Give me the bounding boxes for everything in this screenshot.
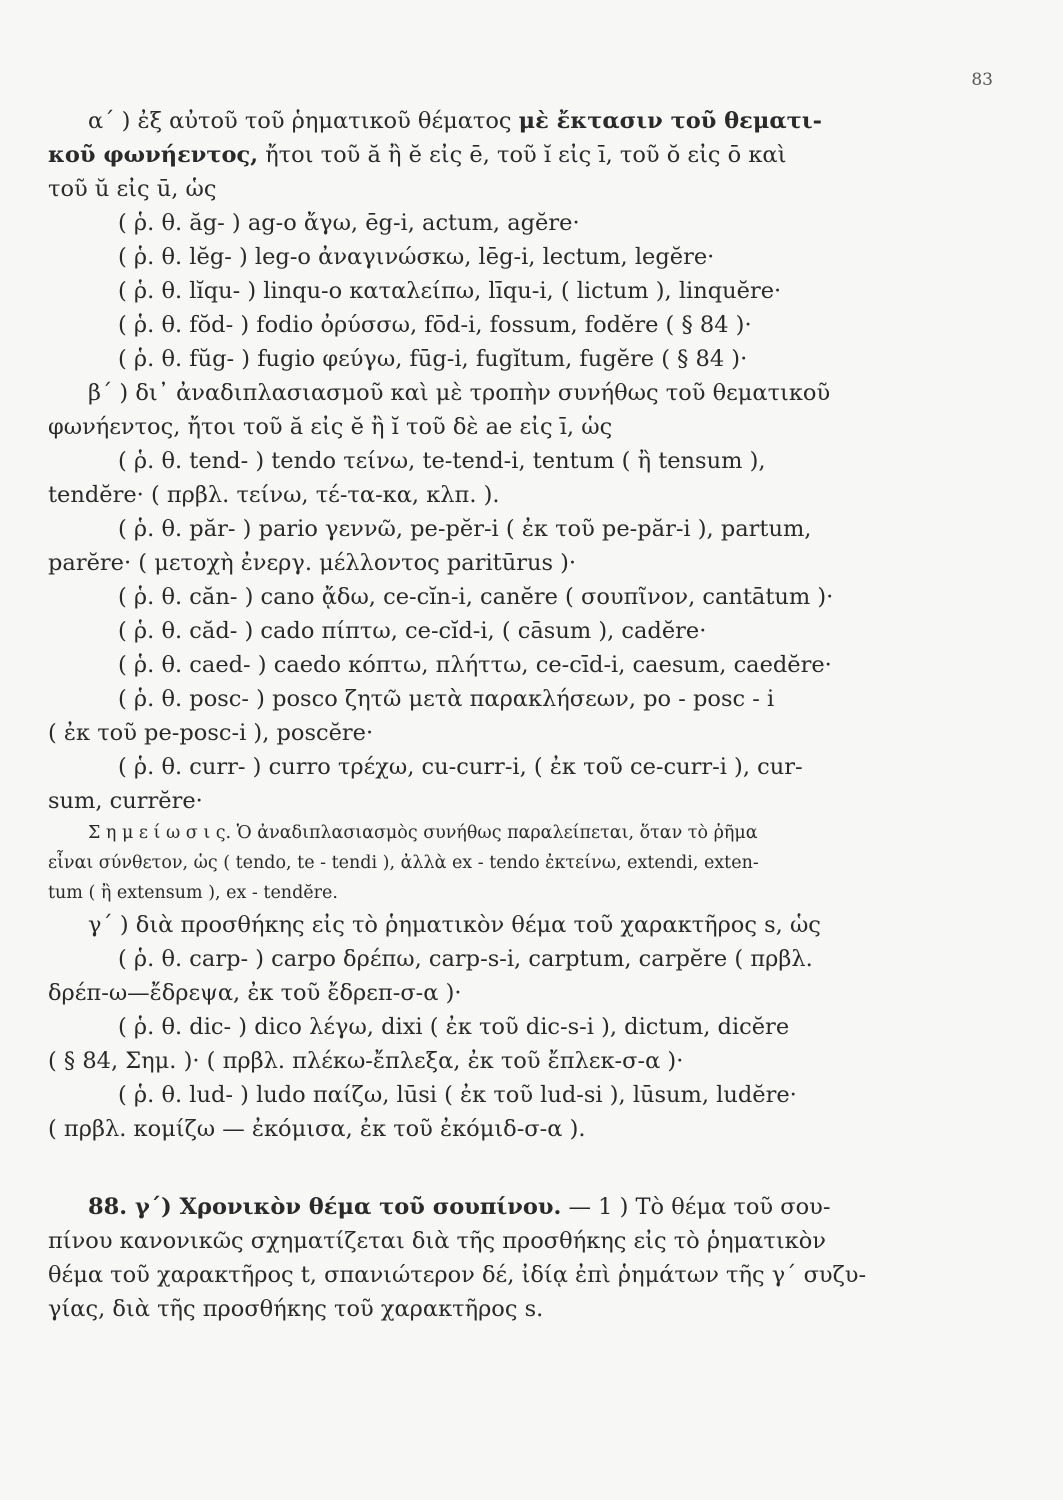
example-line: ( ῥ. θ. lĭqu- ) linqu-o καταλείπω, līqu-i, ( lictum ), linquĕre· — [118, 278, 782, 304]
example-line: parĕre· ( μετοχὴ ἐνεργ. μέλλοντος paritūrus )· — [48, 550, 577, 576]
beta-line-1: β΄ ) δι᾽ ἀναδιπλασιασμοῦ καὶ μὲ τροπὴν συνήθως τοῦ θεματικοῦ — [88, 380, 831, 406]
section-88-line: γίας, διὰ τῆς προσθήκης τοῦ χαρακτῆρος s. — [48, 1296, 544, 1322]
note-line: tum ( ἢ extensum ), ex - tendĕre. — [48, 883, 338, 903]
section-88-line-1-rest: — 1 ) Τὸ θέμα τοῦ σου- — [561, 1194, 831, 1220]
page-number: 83 — [971, 70, 993, 90]
example-line: ( ῥ. θ. lud- ) ludo παίζω, lūsi ( ἐκ τοῦ lud-si ), lūsum, ludĕre· — [118, 1082, 797, 1108]
section-88-line: πίνου κανονικῶς σχηματίζεται διὰ τῆς προσθήκης εἰς τὸ ῥηματικὸν — [48, 1228, 826, 1254]
example-line: ( ῥ. θ. dic- ) dico λέγω, dixi ( ἐκ τοῦ dic-s-i ), dictum, dicĕre — [118, 1014, 790, 1040]
example-line: δρέπ-ω—ἔδρεψα, ἐκ τοῦ ἔδρεπ-σ-α )· — [48, 980, 462, 1006]
example-line: ( ῥ. θ. ăg- ) ag-o ἄγω, ēg-i, actum, agĕre· — [118, 210, 580, 236]
example-line: ( ῥ. θ. fŭg- ) fugio φεύγω, fūg-i, fugĭtum, fugĕre ( § 84 )· — [118, 346, 748, 372]
beta-line-2: φωνήεντος, ἤτοι τοῦ ă εἰς ĕ ἢ ĭ τοῦ δὲ ae εἰς ī, ὡς — [48, 414, 613, 440]
example-line: tendĕre· ( πρβλ. τείνω, τέ-τα-κα, κλπ. ). — [48, 482, 500, 508]
example-line: ( πρβλ. κομίζω — ἐκόμισα, ἐκ τοῦ ἐκόμιδ-σ-α ). — [48, 1116, 586, 1142]
example-line: ( ῥ. θ. caed- ) caedo κόπτω, πλήττω, ce-cīd-i, caesum, caedĕre· — [118, 652, 832, 678]
section-88-line-1 — [48, 1190, 1003, 1224]
body-text — [48, 104, 1003, 1326]
example-line: ( § 84, Σημ. )· ( πρβλ. πλέκω-ἔπλεξα, ἐκ τοῦ ἔπλεκ-σ-α )· — [48, 1048, 684, 1074]
example-line: ( ῥ. θ. căd- ) cado πίπτω, ce-cĭd-i, ( cāsum ), cadĕre· — [118, 618, 707, 644]
gamma-line-1: γ΄ ) διὰ προσθήκης εἰς τὸ ῥηματικὸν θέμα τοῦ χαρακτῆρος s, ὡς — [88, 912, 821, 938]
example-line: ( ῥ. θ. carp- ) carpo δρέπω, carp-s-i, carptum, carpĕre ( πρβλ. — [118, 946, 813, 972]
example-line: ( ῥ. θ. păr- ) pario γεννῶ, pe-pĕr-i ( ἐκ τοῦ pe-păr-i ), partum, — [118, 516, 812, 542]
example-line: ( ῥ. θ. lĕg- ) leg-o ἀναγινώσκω, lēg-i, lectum, legĕre· — [118, 244, 715, 270]
alpha-line-1: α΄ ) ἐξ αὐτοῦ τοῦ ῥηματικοῦ θέματος μὲ ἔκτασιν τοῦ θεματι- — [88, 108, 822, 134]
example-line: ( ῥ. θ. fŏd- ) fodio ὀρύσσω, fōd-i, fossum, fodĕre ( § 84 )· — [118, 312, 752, 338]
note-line: εἶναι σύνθετον, ὡς ( tendo, te - tendi ), ἀλλὰ ex - tendo ἐκτείνω, extendi, exten- — [48, 853, 759, 873]
section-heading: 88. γ΄) Χρονικὸν θέμα τοῦ σουπίνου. — [88, 1194, 562, 1220]
example-line: ( ῥ. θ. curr- ) curro τρέχω, cu-curr-i, ( ἐκ τοῦ ce-curr-i ), cur- — [118, 754, 803, 780]
alpha-bold-start: κοῦ φωνήεντος, — [48, 142, 259, 168]
example-line: sum, currĕre· — [48, 788, 203, 814]
note-line: Σ η μ ε ί ω σ ι ς. Ὁ ἀναδιπλασιασμὸς συνήθως παραλείπεται, ὅταν τὸ ῥῆμα — [88, 823, 758, 843]
alpha-line-2-rest: ἤτοι τοῦ ă ἢ ĕ εἰς ē, τοῦ ĭ εἰς ī, τοῦ ŏ εἰς ō καὶ — [265, 142, 787, 168]
example-line: ( ῥ. θ. căn- ) cano ᾄδω, ce-cĭn-i, canĕre ( σουπῖνον, cantātum )· — [118, 584, 834, 610]
section-88-line: θέμα τοῦ χαρακτῆρος t, σπανιώτερον δέ, ἰδίᾳ ἐπὶ ῥημάτων τῆς γ΄ συζυ- — [48, 1262, 867, 1288]
alpha-line-2 — [48, 138, 1003, 172]
alpha-line-3: τοῦ ŭ εἰς ū, ὡς — [48, 176, 217, 202]
example-line: ( ἐκ τοῦ pe-posc-i ), poscĕre· — [48, 720, 374, 746]
example-line: ( ῥ. θ. tend- ) tendo τείνω, te-tend-i, tentum ( ἢ tensum ), — [118, 448, 766, 474]
alpha-bold-phrase: μὲ ἔκτασιν τοῦ θεματι- — [518, 108, 822, 134]
example-line: ( ῥ. θ. posc- ) posco ζητῶ μετὰ παρακλήσεων, po - posc - i — [118, 686, 775, 712]
section-gap — [48, 1146, 1003, 1190]
